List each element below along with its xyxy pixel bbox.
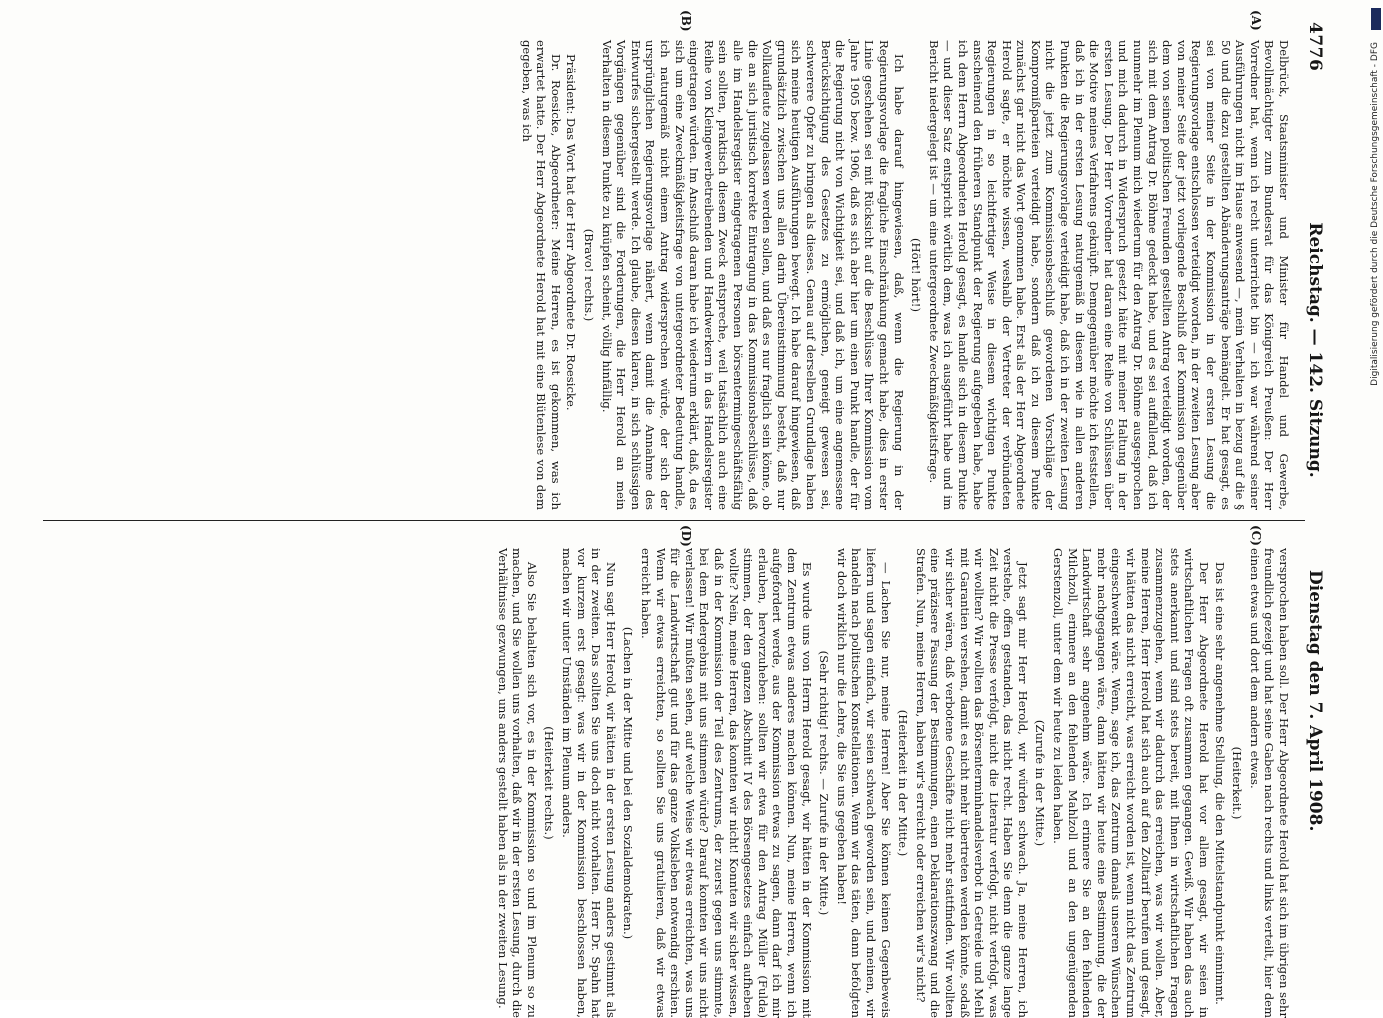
speech-paragraph: Es wurde uns von Herrn Herold gesagt, wir hätten in der Kommission mit dem Zentrum etwas anderes machen können. Nun, meine Herren, wenn ich aufgefordert werde, aus der Kommission etwas zu sagen, dann darf ich mir erlauben, hervorzuheben: sollten wir etwa für den Antrag Müller (Fulda) stimmen, der den ganzen Abschnitt IV des Börsengesetzes einfach aufheben wollte? Nein, meine Herren, das konnten wir nicht! Konnten wir sicher wissen, daß in der Kommission der Teil des Zentrums, der zuerst gegen uns stimmte, bei dem Endergebnis mit uns stimmen würde? Darauf konnten wir uns nicht verlassen! Wir mußten sehen, auf welche Weise wir etwas erreichten, was uns für die Landwirtschaft gut und für das ganze Volksleben notwendig erschien. Wenn wir etwas erreichten, so sollten Sie uns gratulieren, daß wir etwas erreicht haben. [639, 548, 814, 1018]
speech-paragraph: — Lachen Sie nur, meine Herren! Aber Sie können keinen Gegenbeweis liefern und sagen einfach, wir seien schwach geworden sein, und meinen, wir handeln nach politischen Konstellationen. Wenn wir das täten, dann befolgten wir doch wirklich nur die Lehre, die Sie uns gegeben haben! [834, 548, 893, 1018]
interjection: (Lachen in der Mitte und bei den Sozialdemokraten.) [621, 626, 636, 940]
page-number: 4776 [1305, 22, 1325, 72]
margin-marker-a: (A) [1249, 10, 1263, 31]
speech-paragraph: Der Herr Abgeordnete Herold hat vor allem gesagt, wir seien in wirtschaftlichen Fragen oft zusammen gegangen. Gewiß. Wir haben das auch stets anerkannt und sind stets bereit, mit Ihnen in wirtschaftlichen Fragen zusammenzugehen, wenn wir dadurch das erreichen, was wir wollen. Aber, meine Herren, Herr Herold hat sich auch auf den Zolltarif berufen und gesagt, wir hätten das nicht erreicht, was erreicht worden ist, wenn nicht das Zentrum eingeschwenkt wäre. Wenn, sage ich, das Zentrum damals unseren Wünschen mehr nachgegangen wäre, dann hätten wir heute eine Bestimmung, die der Landwirtschaft sehr angenehm wäre. Ich erinnere Sie an den fehlenden Milchzoll, erinnere an den fehlenden Mahlzoll und an den ungenügenden Gerstenzoll, unter dem wir heute zu leiden haben. [1051, 548, 1212, 1018]
interjection: (Heiterkeit in der Mitte.) [896, 709, 911, 857]
margin-marker-c: (C) [1249, 525, 1263, 546]
interjection: (Hört! hört!) [909, 238, 924, 312]
margin-marker-b: (B) [679, 10, 693, 32]
margin-marker-d: (D) [679, 525, 693, 547]
speech-paragraph: Nun sagt Herr Herold, wir hätten in der ersten Lesung anders gestimmt als in der zweiten. Das sollten Sie uns doch nicht vorhalten. Herr Dr. Spahn hat vor kurzem erst gesagt: was wir in der Kommission beschlossen haben, machen wir unter Umständen im Plenum anders. [560, 548, 618, 1018]
interjection: (Heiterkeit rechts.) [542, 726, 557, 840]
speech-roesicke-continued: versprochen haben soll. Der Herr Abgeordnete Herold hat sich im übrigen sehr freundlich gezeigt und hat seine Gaben nach rechts und links verteilt, hier dem einen etwas und dort dem andern etwas. [1247, 548, 1291, 1018]
speech-paragraph: Also Sie behalten sich vor, es in der Kommission so und im Plenum so zu machen, und Sie wollen uns vorhalten, daß wir in der ersten Lesung, durch die Verhältnisse gezwungen, uns anders gestellt haben als in der zweiten Lesung. [495, 548, 539, 1018]
speech-delbrueck-continued: Ich habe darauf hingewiesen, daß, wenn die Regierung in der Regierungsvorlage die fragliche Einschränkung gemacht habe, dies in erster Linie geschehen sei mit Rücksicht auf die Beschlüsse Ihrer Kommission vom Jahre 1905 bezw. 1906, daß es sich aber hier um einen Punkt handle, der für die Regierung nicht von Wichtigkeit sei, und daß ich, um eine angemessene Berücksichtigung des Gesetzes zu ermöglichen, geneigt gewesen sei, schwerere Opfer zu bringen als dieses. Genau auf derselben Grundlage haben sich meine heutigen Ausführungen bewegt. Ich habe darauf hingewiesen, daß grundsätzlich zwischen uns allen darin Übereinstimmung besteht, daß nur Vollkaufleute zugelassen werden sollen, und daß es nur fraglich sein könne, ob die an sich juristisch korrekte Eintragung in das Kommissionsbeschlüsse, daß alle im Handelsregister eingetragenen Personen börsentermingeschäftsfähig sein sollten, praktisch diesem Zweck entspreche, weil tatsächlich auch eine Reihe von Kleingewerbetreibenden und Handwerkern in das Handelsregister eingetragen würden. Im Anschluß daran habe ich wiederum erklärt, daß, da es sich um eine Zweckmäßigkeitsfrage von untergeordneter Bedeutung handle, ich naturgemäß nicht einem Antrag widersprechen würde, der sich der ursprünglichen Regierungsvorlage nähert, wenn damit die Annahme des Entwurfes sichergestellt werde. Ich glaube, diesen klaren, in sich schlüssigen Vorgängen gegenüber sind die Forderungen, die Herr Herold an mein Verhalten in diesem Punkte zu knüpfen scheint, völlig hinfällig. [599, 40, 906, 510]
right-column [494, 548, 1291, 1018]
speech-roesicke: Dr. Roesicke, Abgeordneter: Meine Herren, es ist gekommen, was ich erwartet hatte. Der Herr Abgeordnete Herold hat mit eine Blütenlese von dem gegeben, was ich [519, 40, 563, 510]
interjection: (Bravo! rechts.) [582, 228, 597, 322]
column-divider [43, 520, 1305, 521]
interjection: (Zurufe in der Mitte.) [1033, 719, 1048, 847]
speech-paragraph: Das ist eine sehr angenehme Stellung, die den Mittelstandpunkt einnimmt. [1212, 562, 1227, 1005]
session-title: Reichstag. — 142. Sitzung. [1305, 222, 1325, 478]
interjection: (Sehr richtig! rechts. — Zurufe in der Mitte.) [817, 650, 832, 916]
speech-paragraph: Jetzt sagt mir Herr Herold, wir würden schwach. Ja, meine Herren, ich verstehe, offen gestanden, das nicht recht. Haben Sie denn die ganze lange Zeit nicht die Presse verfolgt, nicht die Literatur verfolgt, nicht verfolgt, was wir wollten? Wir wollten das Börsenterminhandelsverbot in Getreide und Mehl mit Garantien versehen, damit es nicht mehr übertreten werden könnte, sodaß wir sicher wären, daß verbotene Geschäfte nicht mehr stattfinden. Wir wollten eine präzisere Fassung der Bestimmungen, einen Deklarationszwang und die Strafen. Nun, meine Herren, haben wir's erreicht oder erreichen wir's nicht? [913, 548, 1030, 1018]
interjection: (Heiterkeit.) [1230, 746, 1245, 820]
digitization-credit-text: Digitalisierung gefördert durch die Deutsche Forschungsgemeinschaft - DFG [1370, 42, 1380, 386]
speech-delbrueck: Delbrück, Staatsminister und Minister für Handel und Gewerbe, Bevollmächtigter zum Bundesrat für das Königreich Preußen: Der Herr Vorredner hat, wenn ich recht unterrichtet bin — ich war während seiner Ausführungen nicht im Hause anwesend —, mein Verhalten in bezug auf die § 50 und die dazu gestellten Abänderungsanträge bemängelt. Er hat gesagt, es sei von meiner Seite in der Kommission in der ersten Lesung die Regierungsvorlage entschlossen verteidigt worden, in der zweiten Lesung aber von meiner Seite der jetzt vorliegende Beschluß der Kommission gegenüber dem von seinen politischen Freunden gestellten Antrag verteidigt worden, der sich mit dem Antrag Dr. Böhme gedeckt habe, und es sei auffallend, daß ich nunmehr im Plenum mich wiederum für den Antrag Dr. Böhme ausgesprochen und mich dadurch in Widerspruch gesetzt hätte mit meiner Haltung in der ersten Lesung. Der Herr Vorredner hat daran eine Reihe von Schlüssen über die Motive meines Verfahrens geknüpft. Demgegenüber möchte ich feststellen, daß ich in der ersten Lesung naturgemäß in diesem wie in allen anderen Punkten die Regierungsvorlage verteidigt habe, daß ich in der zweiten Lesung nicht die jetzt zum Kommissionsbeschluß gewordenen Vorschläge der Kompromißparteien verteidigt habe, sondern daß ich zu diesem Punkte zunächst gar nicht das Wort genommen habe. Erst als der Herr Abgeordnete Herold sagte, er möchte wissen, weshalb der Vertreter der verbündeten Regierungen in so leichtfertiger Weise in diesem wichtigen Punkte anscheinend den früheren Standpunkt der Regierung aufgegeben habe, habe ich dem Herrn Abgeordneten Herold gesagt, es handle sich in diesem Punkte — und dieser Satz entspricht wörtlich dem, was ich ausgeführt habe und im Bericht niedergelegt ist — um eine untergeordnete Zweckmäßigkeitsfrage. [926, 40, 1291, 510]
session-date: Dienstag den 7. April 1908. [1305, 570, 1325, 832]
president-statement: Präsident: Das Wort hat der Herr Abgeordnete Dr. Roesicke. [564, 54, 579, 411]
left-column [518, 40, 1291, 510]
digitization-credit [1370, 6, 1382, 996]
